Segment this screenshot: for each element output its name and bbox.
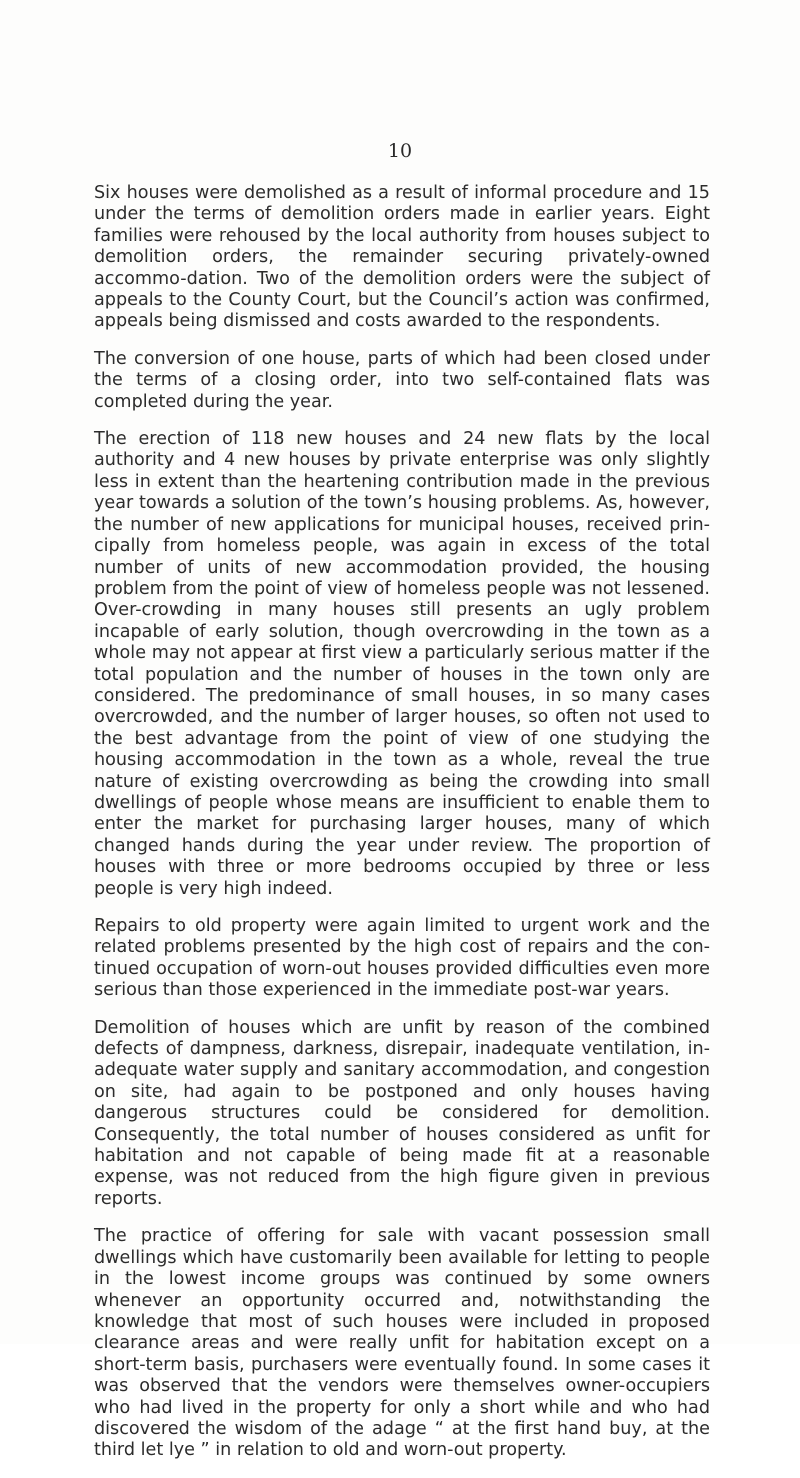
paragraph-unfit-houses: Demolition of houses which are unfit by reason of the combined defects of dampness, darkness, disrepair, inadequate ventilation, in-adequate water supply and sanitary accommodation, and congestion on site, had again to be postponed and only houses having dangerous structures could be considered for demolition. Consequently, the total number of houses considered as unfit for habitation and not capable of being made fit at a reasonable expense, was not reduced from the high figure given in previous reports. (94, 1017, 710, 1209)
page-number: 10 (387, 140, 413, 162)
paragraph-repairs: Repairs to old property were again limited to urgent work and the related problems presented by the high cost of repairs and the con-tinued occupation of worn-out houses provided difficulties even more serious than those experienced in the immediate post-war years. (94, 916, 710, 1001)
paragraph-conversion: The conversion of one house, parts of which had been closed under the terms of a closing order, into two self-contained flats was completed during the year. (94, 348, 710, 412)
body-text (94, 183, 710, 1478)
paragraph-new-houses: The erection of 118 new houses and 24 new flats by the local authority and 4 new houses by private enterprise was only slightly less in extent than the heartening contribution made in the previous year towards a solution of the town’s housing problems. As, however, the number of new applications for municipal houses, received prin-cipally from homeless people, was again in excess of the total number of units of new accommodation provided, the housing problem from the point of view of homeless people was not lessened. Over-crowding in many houses still presents an ugly problem incapable of early solution, though overcrowding in the town as a whole may not appear at first view a particularly serious matter if the total population and the number of houses in the town only are considered. The predominance of small houses, in so many cases overcrowded, and the number of larger houses, so often not used to the best advantage from the point of view of one studying the housing accommodation in the town as a whole, reveal the true nature of existing overcrowding as being the crowding into small dwellings of people whose means are insufficient to enable them to enter the market for purchasing larger houses, many of which changed hands during the year under review. The proportion of houses with three or more bedrooms occupied by three or less people is very high indeed. (94, 429, 710, 899)
paragraph-sales: The practice of offering for sale with vacant possession small dwellings which have customarily been available for letting to people in the lowest income groups was continued by some owners whenever an opportunity occurred and, notwithstanding the knowledge that most of such houses were included in proposed clearance areas and were really unfit for habitation except on a short-term basis, purchasers were eventually found. In some cases it was observed that the vendors were themselves owner-occupiers who had lived in the property for only a short while and who had discovered the wisdom of the adage “ at the first hand buy, at the third let lye ” in relation to old and worn-out property. (94, 1226, 710, 1461)
paragraph-demolitions: Six houses were demolished as a result of informal procedure and 15 under the terms of demolition orders made in earlier years. Eight families were rehoused by the local authority from houses subject to demolition orders, the remainder securing privately-owned accommo-dation. Two of the demolition orders were the subject of appeals to the County Court, but the Council’s action was confirmed, appeals being dismissed and costs awarded to the respondents. (94, 183, 710, 332)
